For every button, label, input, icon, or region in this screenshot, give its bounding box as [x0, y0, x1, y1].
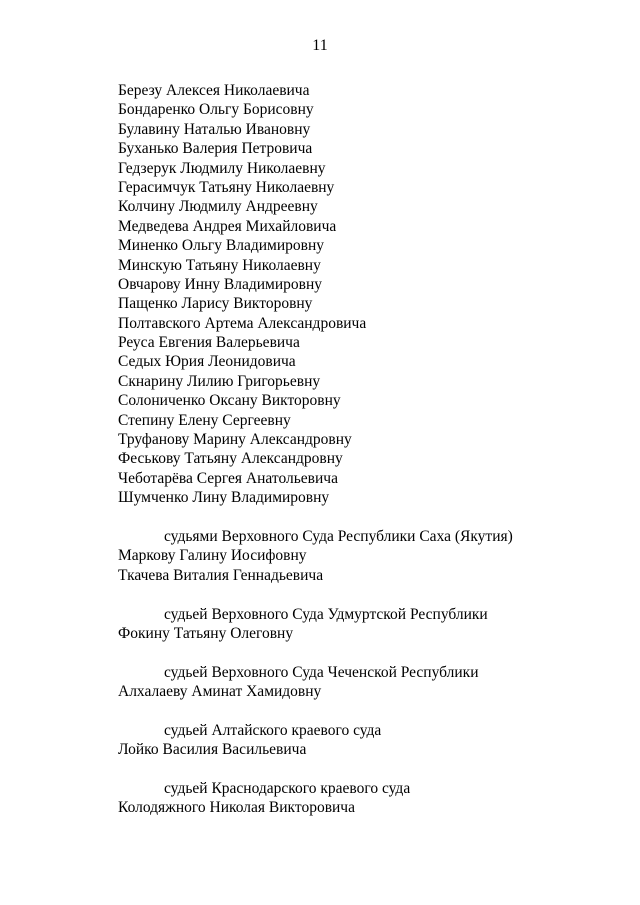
court-section: [118, 721, 608, 760]
person-name: Ткачева Виталия Геннадьевича: [118, 566, 324, 584]
person-name: Колодяжного Николая Викторовича: [118, 799, 355, 817]
person-name: Полтавского Артема Александровича: [118, 314, 367, 332]
document-body: [118, 81, 608, 818]
person-name: Буханько Валерия Петровича: [118, 140, 313, 158]
name-list: [118, 81, 608, 508]
person-name: Лойко Василия Васильевича: [118, 741, 307, 759]
person-name: Шумченко Лину Владимировну: [118, 489, 330, 507]
page-number: 11: [312, 37, 328, 54]
person-name: Маркову Галину Иосифовну: [118, 547, 307, 565]
person-name: Солониченко Оксану Викторовну: [118, 392, 341, 410]
person-name: Труфанову Марину Александровну: [118, 431, 352, 449]
person-name: Седых Юрия Леонидовича: [118, 353, 296, 371]
person-name: Медведева Андрея Михайловича: [118, 217, 337, 235]
person-name: Степину Елену Сергеевну: [118, 411, 291, 429]
person-name: Алхалаеву Аминат Хамидовну: [118, 683, 322, 701]
court-sections: [118, 527, 608, 818]
person-name: Гедзерук Людмилу Николаевну: [118, 159, 326, 177]
court-section: [118, 663, 608, 702]
person-name: Березу Алексея Николаевича: [118, 82, 310, 99]
person-name: Минскую Татьяну Николаевну: [118, 256, 321, 274]
person-name: Миненко Ольгу Владимировну: [118, 237, 324, 255]
person-name: Овчарову Инну Владимировну: [118, 275, 323, 293]
court-heading: судьями Верховного Суда Республики Саха (Якутия): [164, 527, 513, 545]
court-heading: судьей Краснодарского краевого суда: [164, 780, 411, 798]
person-name: Герасимчук Татьяну Николаевну: [118, 178, 335, 196]
person-name: Бондаренко Ольгу Борисовну: [118, 101, 314, 119]
person-name: Пащенко Ларису Викторовну: [118, 295, 313, 313]
person-name: Феськову Татьяну Александровну: [118, 450, 343, 468]
person-name: Булавину Наталью Ивановну: [118, 120, 311, 138]
person-name: Скнарину Лилию Григорьевну: [118, 372, 321, 390]
person-name: Фокину Татьяну Олеговну: [118, 624, 294, 642]
person-name: Чеботарёва Сергея Анатольевича: [118, 469, 338, 487]
court-heading: судьей Верховного Суда Удмуртской Республики: [164, 605, 488, 623]
person-name: Реуса Евгения Валерьевича: [118, 334, 300, 352]
court-section: [118, 605, 608, 644]
court-section: [118, 527, 608, 585]
court-heading: судьей Алтайского краевого суда: [164, 721, 382, 739]
court-heading: судьей Верховного Суда Чеченской Республики: [164, 663, 479, 681]
court-section: [118, 779, 608, 818]
person-name: Колчину Людмилу Андреевну: [118, 198, 318, 216]
